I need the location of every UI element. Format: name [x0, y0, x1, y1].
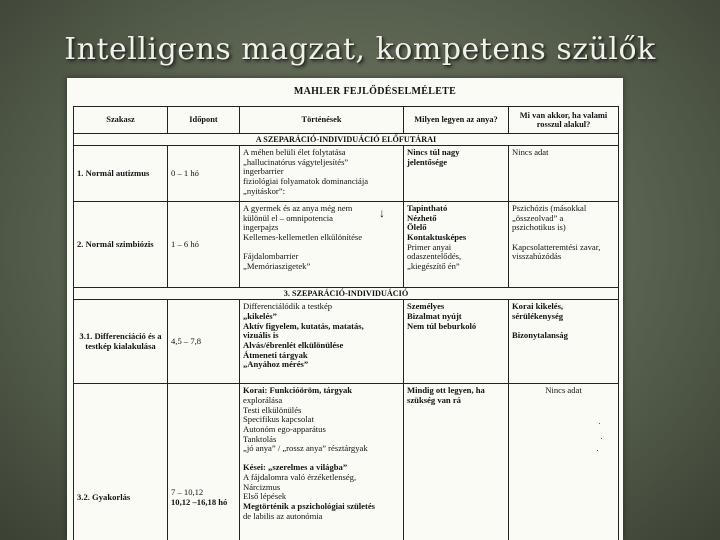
column-header: Mi van akkor, ha valami rosszul alakul?	[509, 107, 619, 134]
event-line: Specifikus kapcsolat	[243, 414, 314, 425]
mother-line: Tapintható	[407, 203, 448, 214]
event-line: „Anyához mérés”	[243, 359, 309, 370]
event-line: Testi elkülönülés	[243, 404, 302, 415]
mahler-table	[73, 106, 619, 540]
event-line: Kései: „szerelmes a világba”	[243, 462, 348, 473]
wrong-line: Bizonytalanság	[512, 330, 568, 341]
mother-cell	[404, 300, 509, 384]
wrong-line: Nincs adat	[545, 385, 582, 396]
event-line: A fájdalomra való érzéketlenség,	[243, 472, 357, 482]
section-heading: A SZEPARÁCIÓ-INDIVIDUÁCIÓ ELŐFUTÁRAI	[74, 134, 619, 146]
event-line: fiziológiai folyamatok dominanciája	[243, 176, 369, 187]
table-header-row	[74, 107, 619, 134]
stage-cell: 1. Normál autizmus	[74, 146, 168, 202]
event-line: Megtörténik a pszichológiai születés	[243, 500, 375, 511]
column-header: Történések	[240, 107, 404, 134]
wrong-line: Pszichózis (másokkal	[512, 203, 587, 214]
wrong-line: visszahúzódás	[512, 251, 562, 262]
stage-cell: 2. Normál szimbiózis	[74, 202, 168, 288]
event-line: „Memóriaszigetek”	[243, 260, 311, 271]
event-line: A méhen belüli élet folytatása	[243, 147, 346, 158]
event-line: Kellemes-kellemetlen elkülönítése	[243, 232, 363, 243]
slide-title: Intelligens magzat, kompetens szülők	[64, 32, 656, 67]
event-line: de labilis az autonómia	[243, 510, 323, 521]
wrong-line: sérülékenység	[512, 311, 564, 321]
event-line: ingerpajzs	[243, 222, 279, 233]
time-cell: 0 – 1 hó	[168, 146, 240, 202]
mother-line: Személyes	[407, 301, 445, 312]
mother-cell	[404, 146, 509, 202]
mother-line: odaszentelődés,	[407, 251, 462, 262]
mother-cell	[404, 384, 509, 540]
stage-cell: 3.2. Gyakorlás	[74, 384, 168, 540]
table-row	[74, 384, 619, 540]
mother-line: Nincs túl nagy	[407, 147, 460, 158]
event-line: „nyitáskor”:	[243, 185, 285, 196]
time-cell: 1 – 6 hó	[168, 202, 240, 288]
mother-line: „kiegészítő én”	[407, 260, 460, 271]
scan-speck	[601, 438, 602, 439]
events-cell	[240, 300, 404, 384]
mother-line: Kontaktusképes	[407, 232, 467, 243]
table-row	[74, 300, 619, 384]
table-row	[74, 202, 619, 288]
mother-line: szükség van rá	[407, 395, 461, 405]
wrong-cell	[509, 202, 619, 288]
mother-line: Mindig ott legyen, ha	[407, 385, 485, 396]
event-line: „hallucinatórus vágyteljesítés”	[243, 156, 349, 167]
column-header: Időpont	[168, 107, 240, 134]
event-line: különül el – omnipotencia	[243, 212, 333, 223]
event-line: Korai: Funkcióöröm, tárgyak	[243, 385, 353, 396]
document-title: MAHLER FEJLŐDÉSELMÉLETE	[293, 86, 457, 97]
event-line: Aktív figyelem, kutatás, matatás,	[243, 320, 364, 331]
wrong-cell	[509, 146, 619, 202]
column-header: Szakasz	[74, 107, 168, 134]
section-heading: 3. SZEPARÁCIÓ-INDIVIDUÁCIÓ	[74, 288, 619, 300]
wrong-line: Kapcsolatteremtési zavar,	[512, 241, 601, 252]
scanned-document	[67, 78, 623, 540]
event-line: Nárcizmus	[243, 481, 281, 492]
event-line: Első lépések	[243, 491, 287, 502]
mother-line: Nézhető	[407, 212, 437, 223]
time-cell	[168, 384, 240, 540]
events-cell	[240, 146, 404, 202]
event-line: „kikelés”	[243, 311, 277, 321]
column-header: Milyen legyen az anya?	[404, 107, 509, 134]
mother-line: Bizalmat nyújt	[407, 311, 462, 321]
wrong-cell	[509, 384, 619, 540]
mother-line: jelentősége	[407, 156, 448, 167]
wrong-cell	[509, 300, 619, 384]
time-cell: 4,5 – 7,8	[168, 300, 240, 384]
scan-speck	[597, 450, 598, 451]
event-line: A gyermek és az anya még nem	[243, 203, 353, 214]
event-line: vizuális is	[243, 330, 279, 341]
mother-line: Ölelő	[407, 222, 427, 233]
event-line: Fájdalombarrier	[243, 251, 299, 262]
event-line: „jó anya” / „rossz anya” résztárgyak	[243, 443, 368, 454]
event-line: ingerbarrier	[243, 166, 284, 177]
time-line: 10,12 –16,18 hó	[171, 496, 228, 507]
wrong-line: Korai kikelés,	[512, 301, 564, 312]
wrong-line: pszichotikus is)	[512, 222, 566, 233]
event-line: Differenciálódik a testkép	[243, 301, 333, 312]
event-line: Átmeneti tárgyak	[243, 349, 308, 360]
table-row	[74, 146, 619, 202]
mother-cell	[404, 202, 509, 288]
event-line: explorálása	[243, 395, 283, 405]
time-line: 7 – 10,12	[171, 487, 204, 498]
event-line: Alvás/ébrenlét elkülönülése	[243, 339, 344, 350]
event-line: Tanktolás	[243, 433, 277, 444]
events-cell	[240, 384, 404, 540]
down-arrow-icon: ↓	[379, 206, 385, 220]
stage-cell: 3.1. Differenciáció és a testkép kialakulása	[74, 300, 168, 384]
scan-speck	[599, 423, 600, 424]
mother-line: Primer anyai	[407, 241, 452, 252]
mother-line: Nem túl beburkoló	[407, 320, 477, 331]
wrong-line: Nincs adat	[512, 147, 549, 158]
event-line: Autonóm ego-apparátus	[243, 423, 326, 434]
wrong-line: „összeolvad” a	[512, 212, 564, 223]
